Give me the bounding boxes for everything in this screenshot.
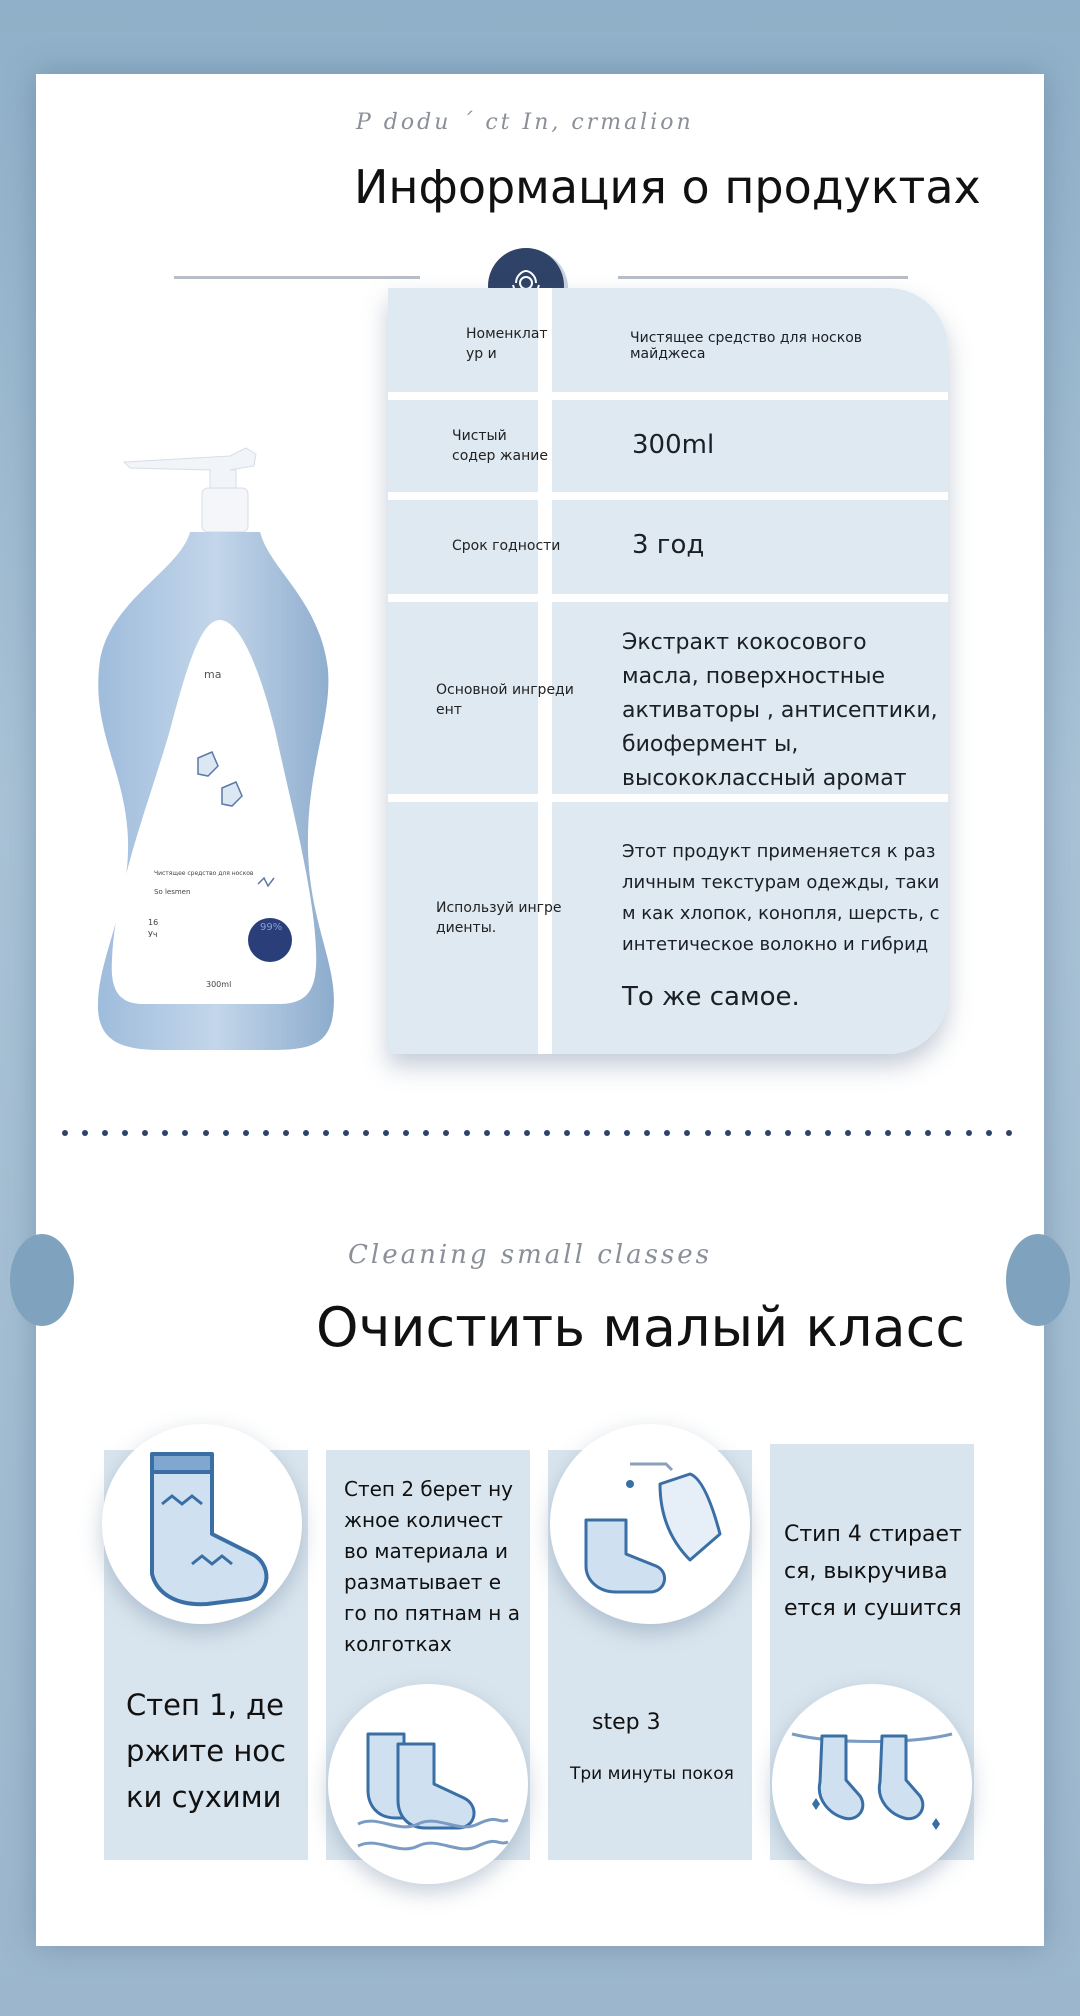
divider-right	[618, 276, 908, 279]
card-notch-right	[1006, 1234, 1070, 1326]
table-row	[388, 500, 948, 594]
bottle-label-line: Чистящее средство для носков	[154, 870, 254, 877]
card-notch-left	[10, 1234, 74, 1326]
row-value-extra: То же самое.	[622, 982, 800, 1012]
socks-water-icon	[328, 1684, 528, 1884]
table-row	[388, 802, 948, 1054]
step-4-text: Стип 4 стирает ся, выкручива ется и сушится	[784, 1522, 962, 1621]
step-3-text: Три минуты покоя	[570, 1764, 734, 1784]
dotted-separator	[62, 1130, 1012, 1144]
row-label: Используй ингре диенты.	[436, 900, 562, 936]
page-title: Информация о продуктах	[354, 160, 981, 214]
row-value: Чистящее средство для носков майджеса	[630, 330, 863, 362]
step-3-title: step 3	[592, 1710, 661, 1735]
hanging-socks-icon	[772, 1684, 972, 1884]
bottle-small-text-1: 16	[148, 918, 159, 927]
step-2-text: Степ 2 берет ну жное количест во материала и разматывает е го по пятнам н а колготках	[344, 1477, 520, 1656]
step-1-text: Степ 1, де ржите нос ки сухими	[126, 1688, 286, 1814]
section2-title: Очистить малый класс	[316, 1296, 966, 1359]
row-label: Номенклат ур и	[466, 326, 548, 362]
row-label: Чистый содер жание	[452, 428, 548, 464]
table-row	[388, 288, 948, 392]
sock-bottle-icon	[550, 1424, 750, 1624]
row-label: Срок годности	[452, 538, 561, 554]
table-row	[388, 602, 948, 794]
section2-script-text: Cleaning small classes	[348, 1240, 712, 1270]
row-value: Экстракт кокосового масла, поверхностные активаторы , антисептики, биофермент ы, высококлассный аромат	[622, 630, 938, 791]
bottle-small-text-2: Уч	[148, 930, 158, 939]
table-row	[388, 400, 948, 492]
header-script-text: P dodu ´ ct In, crmalion	[356, 110, 694, 135]
bottle-brand: ma	[204, 668, 222, 681]
row-value: 3 год	[632, 530, 705, 560]
row-label: Основной ингреди ент	[436, 682, 574, 718]
row-value: 300ml	[632, 430, 715, 460]
bottle-badge: 99%	[260, 922, 283, 933]
sock-icon	[102, 1424, 302, 1624]
bottle-volume: 300ml	[206, 980, 232, 989]
row-value: Этот продукт применяется к раз личным текстурам одежды, таки м как хлопок, конопля, шерсть, с интетическое волокно и гибрид	[622, 841, 940, 955]
divider-left	[174, 276, 420, 279]
product-info-table	[388, 288, 948, 1054]
product-bottle-image	[70, 370, 370, 1060]
bottle-sub-line: So lesmen	[154, 888, 191, 896]
